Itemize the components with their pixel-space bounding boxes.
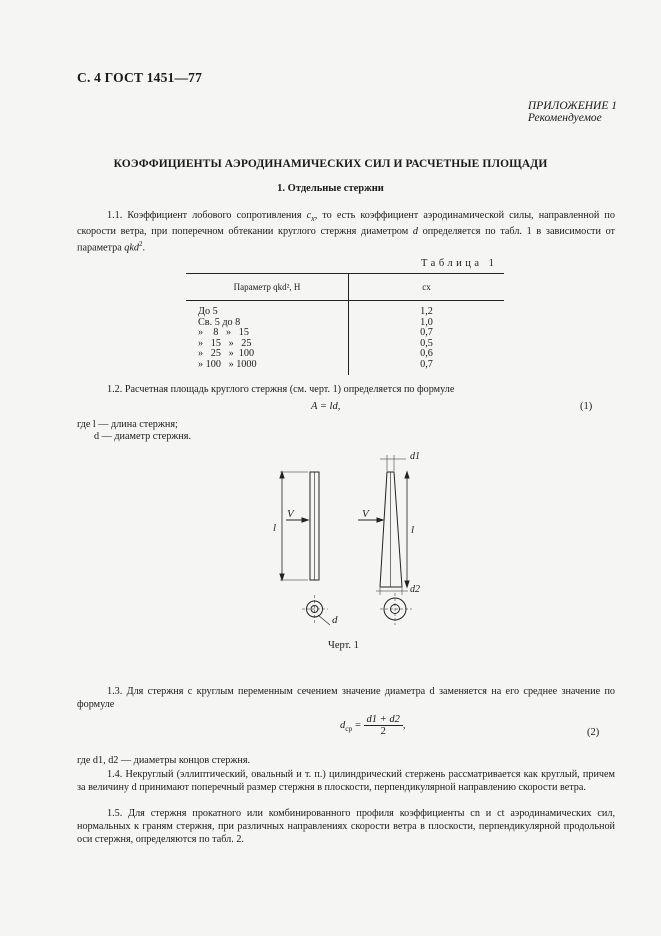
p1-1-text-c: определяется по табл. 1 в зависимости от параметра <box>77 226 616 254</box>
where-line-2: d — диаметр стержня. <box>94 431 192 442</box>
label-d: d <box>332 614 338 626</box>
paragraph-1-4: 1.4. Некруглый (эллиптический, овальный и т. п.) цилиндрический стержень рассматривается как круглый, причем за величину d принимают поперечный размер стержня в плоскости, перпендикулярной направлению скорости ветра. <box>77 769 615 793</box>
table-value-column <box>349 301 505 375</box>
paragraph-1-2: 1.2. Расчетная площадь круглого стержня (см. черт. 1) определяется по формуле <box>107 384 455 395</box>
figure-1-drawing <box>240 445 440 635</box>
table-cell: » 15 » 25 <box>198 337 252 349</box>
table-1 <box>186 273 504 375</box>
table-cell: 0,7 <box>420 358 433 370</box>
rod-tapered <box>380 472 402 587</box>
eq2-lhs-sub: ср <box>345 724 353 733</box>
table-cell: 0,5 <box>420 337 433 349</box>
eq2-fraction <box>364 714 403 737</box>
equation-1-number: (1) <box>580 401 593 412</box>
paragraph-1-1 <box>77 209 615 254</box>
where-line-1: где l — длина стержня; <box>77 419 178 430</box>
table-cell: 1,2 <box>420 306 433 317</box>
appendix-label <box>528 100 617 124</box>
p1-1-text-a: 1.1. Коэффициент лобового сопротивления <box>107 210 307 221</box>
table-cell: Св. 5 до 8 <box>198 316 241 328</box>
eq2-lhs: d <box>340 719 346 731</box>
p1-1-param-symbol: qkd <box>124 242 140 254</box>
table-cell: » 8 » 15 <box>198 327 249 339</box>
eq2-tail: , <box>402 719 406 731</box>
where-block-1 <box>77 419 191 443</box>
table-cell: 0,6 <box>420 348 433 360</box>
label-d1: d1 <box>410 451 420 462</box>
p1-1-text-b: , то есть коэффициент аэродинамической силы, направленной по скорости ветра, при поперечном обтекании круглого стержня диаметром <box>77 210 615 238</box>
paragraph-1-5: 1.5. Для стержня прокатного или комбинированного профиля коэффициенты cn и ct аэродинамических сил, нормальных к граням стержня, при различных направлениях скорости ветра в плоскости, перпендикулярной продольной оси стержня, определяются по табл. 2. <box>77 808 615 845</box>
table-cell: » 25 » 100 <box>198 348 255 360</box>
table-cell: 1,0 <box>420 316 433 328</box>
p1-1-cx-symbol: c <box>306 210 312 221</box>
label-l-right: l <box>411 524 415 536</box>
section-heading: 1. Отдельные стержни <box>277 183 384 194</box>
label-v-left: V <box>287 508 294 520</box>
equation-2-number: (2) <box>587 727 600 738</box>
label-v-right: V <box>362 508 369 520</box>
appendix-note: Рекомендуемое <box>527 112 602 124</box>
p1-1-text-end: . <box>142 242 146 254</box>
eq2-numerator: d1 + d2 <box>364 714 403 726</box>
appendix-title: ПРИЛОЖЕНИЕ 1 <box>527 100 617 112</box>
table-header-cx: cx <box>349 274 505 301</box>
table-param-column <box>186 301 349 375</box>
label-l-left: l <box>273 522 277 534</box>
paragraph-1-3: 1.3. Для стержня с круглым переменным сечением значение диаметра d заменяется на его среднее значение по формуле <box>77 686 615 710</box>
where-block-2: где d1, d2 — диаметры концов стержня. <box>77 755 251 766</box>
table-cell: До 5 <box>198 306 218 317</box>
table-header-param: Параметр qkd², Н <box>186 274 349 301</box>
figure-caption: Черт. 1 <box>328 640 359 651</box>
page-header: С. 4 ГОСТ 1451—77 <box>77 70 203 85</box>
p1-1-cx-subscript: x <box>311 214 315 224</box>
p1-1-d-symbol: d <box>412 226 418 238</box>
document-title: КОЭФФИЦИЕНТЫ АЭРОДИНАМИЧЕСКИХ СИЛ И РАСЧЕТНЫЕ ПЛОЩАДИ <box>113 158 548 170</box>
table-cell: 0,7 <box>420 327 433 339</box>
table-caption: Таблица 1 <box>421 258 498 269</box>
equation-2: $d_{ср}$ = $\frac{d1 + d2}{2}$ , <box>340 714 406 737</box>
equation-1: A = ld, <box>311 401 341 412</box>
label-d2: d2 <box>410 584 420 595</box>
eq2-denominator: 2 <box>380 726 386 737</box>
p1-1-param-exp: 2 <box>139 240 143 249</box>
table-cell: » 100 » 1000 <box>198 358 257 370</box>
